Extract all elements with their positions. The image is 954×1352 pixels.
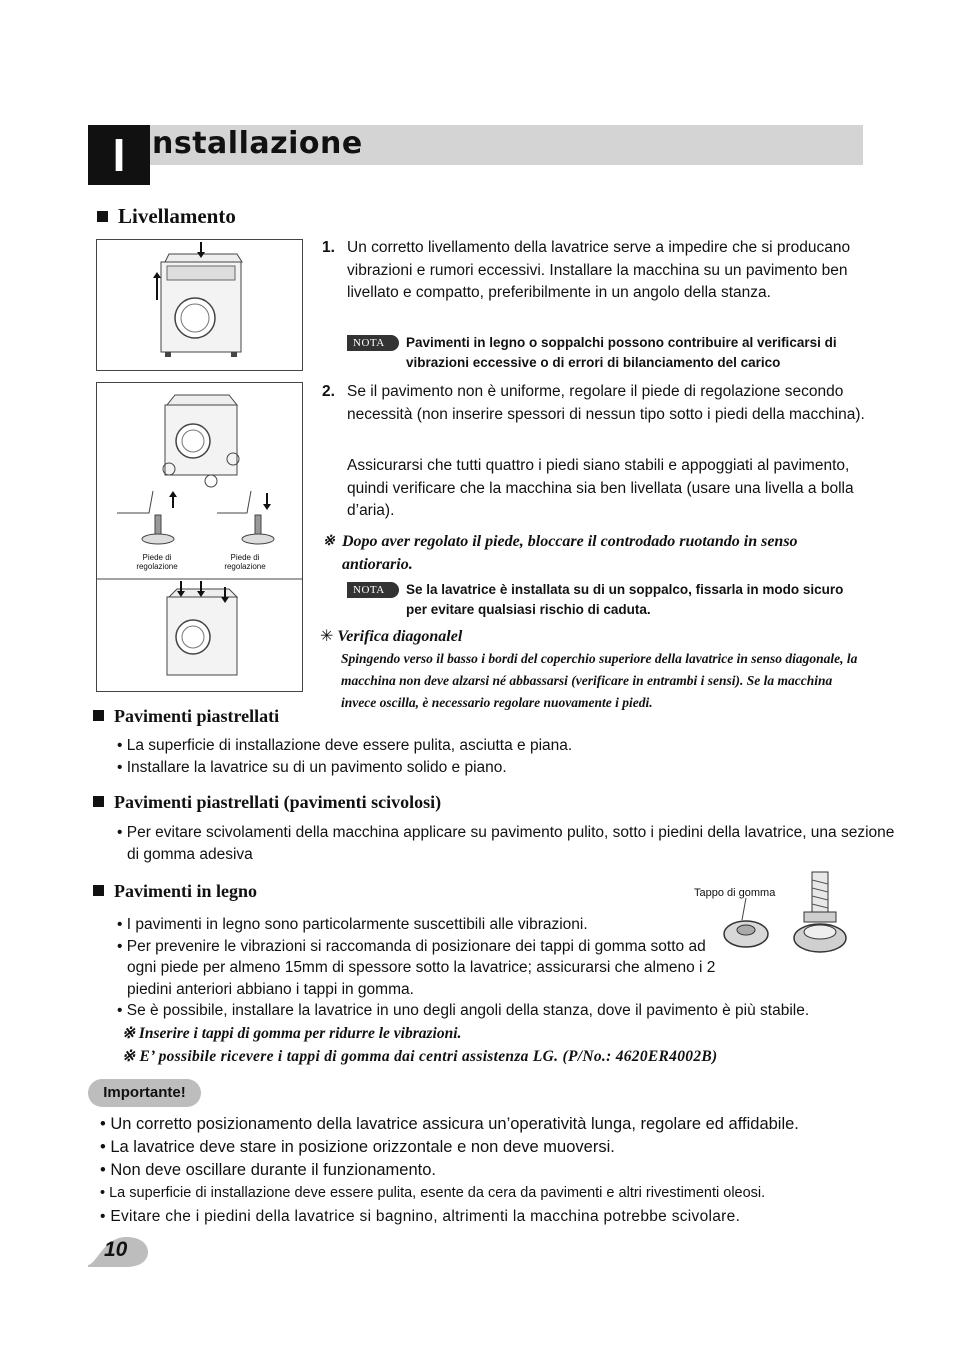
list-item: • La superficie di installazione deve essere pulita, esente da cera da pavimenti e altri rivestimenti oleosi. — [100, 1185, 766, 1201]
section-heading-piastrellati: Pavimenti piastrellati — [93, 706, 279, 727]
note-rubber-1: ※ Inserire i tappi di gomma per ridurre le vibrazioni. — [122, 1025, 462, 1042]
list-item: • Non deve oscillare durante il funzionamento. — [100, 1161, 436, 1179]
step-1: 1. Un corretto livellamento della lavatrice serve a impedire che si producano vibrazioni e rumori eccessivi. Installare la macchina su un pavimento ben livellato e compatto, preferibilmente in un angolo della stanza. — [322, 239, 851, 301]
list-item: • Per prevenire le vibrazioni si raccomanda di posizionare dei tappi di gomma sotto ad ogni piede per almeno 15mm di spessore sotto la lavatrice; assicurarsi che almeno i 2 piedini anteriori abbiano i tappi in gomma. — [117, 937, 716, 998]
list-item: • Se è possibile, installare la lavatrice in uno degli angoli della stanza, dove il pavimento è più stabile. — [117, 1002, 810, 1019]
list-item: • Installare la lavatrice su di un pavimento solido e piano. — [117, 758, 507, 776]
square-bullet-icon — [97, 211, 108, 222]
note-rubber-2: ※ E’ possibile ricevere i tappi di gomma dai centri assistenza LG. (P/No.: 4620ER4002B) — [122, 1048, 718, 1065]
importante-badge: Importante! — [88, 1079, 201, 1107]
page-number: 10 — [104, 1238, 128, 1261]
list-importante — [100, 1113, 920, 1228]
title-initial: I — [112, 129, 126, 181]
section-heading-livellamento: Livellamento — [97, 204, 236, 229]
list-scivolosi — [117, 822, 895, 865]
page-title: nstallazione — [152, 126, 363, 161]
step-2: 2. Se il pavimento non è uniforme, regolare il piede di regolazione secondo necessità (non inserire spessori di nessun tipo sotto i piedi della macchina). — [322, 383, 865, 423]
square-bullet-icon — [93, 796, 104, 807]
section-heading-scivolosi: Pavimenti piastrellati (pavimenti scivolosi) — [93, 792, 441, 813]
list-item: • Evitare che i piedini della lavatrice si bagnino, altrimenti la macchina potrebbe scivolare. — [100, 1208, 741, 1225]
diagonal-check: ✳ Verifica diagonalel Spingendo verso il basso i bordi del coperchio superiore della lavatrice in senso diagonale, la macchina non deve alzarsi né abbassarsi (verificare in entrambi i sensi). Se la macchina invece oscilla, è necessario regolare nuovamente i piedi. — [320, 628, 858, 710]
list-legno — [117, 914, 717, 1000]
list-item: • I pavimenti in legno sono particolarmente suscettibili alle vibrazioni. — [117, 916, 588, 933]
square-bullet-icon — [93, 710, 104, 721]
nota-2: NOTA Se la lavatrice è installata su di un soppalco, fissarla in modo sicuro per evitare qualsiasi rischio di caduta. — [347, 580, 856, 620]
list-item: • La superficie di installazione deve essere pulita, asciutta e piana. — [117, 737, 573, 754]
foot-label-right: Piede di regolazione — [224, 553, 266, 571]
list-item: • Un corretto posizionamento della lavatrice assicura un’operatività lunga, regolare ed affidabile. — [100, 1115, 799, 1133]
nota-1: NOTA Pavimenti in legno o soppalchi possono contribuire al verificarsi di vibrazioni eccessive o di errori di bilanciamento del carico — [347, 333, 846, 373]
washer-drawing-1 — [97, 240, 302, 370]
section-heading-legno: Pavimenti in legno — [93, 881, 257, 902]
step-2-detail: Assicurarsi che tutti quattro i piedi siano stabili e appoggiati al pavimento, quindi verificare che la macchina sia ben livellata (usare una livella a bolla d’aria). — [347, 457, 854, 519]
square-bullet-icon — [93, 885, 104, 896]
figure-feet-adjust — [96, 382, 303, 692]
rubber-cap-label: Tappo di gomma — [694, 887, 776, 899]
list-piastrellati — [117, 735, 877, 778]
foot-label-left: Piede di regolazione — [136, 553, 178, 571]
rubber-cap-figure — [716, 868, 856, 958]
nota-badge: NOTA — [347, 335, 399, 351]
nota-badge: NOTA — [347, 582, 399, 598]
list-item: • La lavatrice deve stare in posizione orizzontale e non deve muoversi. — [100, 1138, 615, 1156]
washer-drawing-2 — [97, 383, 302, 691]
figure-machine-level — [96, 239, 303, 371]
note-lock: ※ Dopo aver regolato il piede, bloccare il controdado ruotando in senso antiorario. — [323, 533, 798, 573]
list-item: • Per evitare scivolamenti della macchina applicare su pavimento pulito, sotto i piedini della lavatrice, una sezione di gomma adesiva — [117, 824, 895, 863]
